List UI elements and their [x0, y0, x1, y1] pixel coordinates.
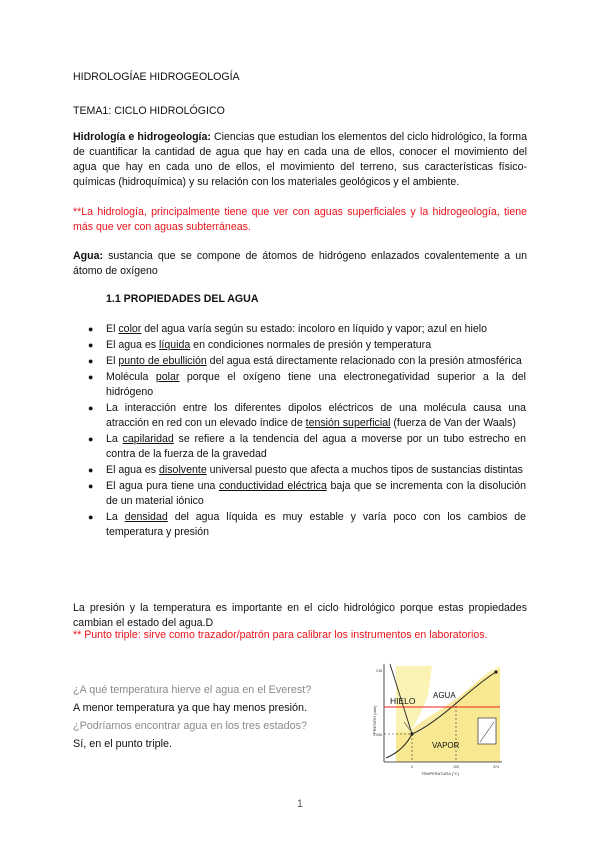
- list-item: ● La densidad del agua líquida es muy estable y varía poco con los cambios de temperatura y presión: [88, 510, 526, 540]
- list-item: ● La interacción entre los diferentes dipolos eléctricos de una molécula causa una atracción en red con un elevado índice de tensión superficial (fuerza de Van der Waals): [88, 401, 526, 431]
- x-tick-2: 100: [453, 765, 459, 769]
- page-number: 1: [297, 798, 303, 810]
- water-definition: sustancia que se compone de átomos de hidrógeno enlazados covalentemente a un átomo de oxígeno: [73, 250, 527, 277]
- pressure-paragraph: La presión y la temperatura es importante en el ciclo hidrológico porque estas propiedades cambian el estado del agua.D: [73, 602, 527, 629]
- list-item: ● La capilaridad se refiere a la tendencia del agua a moverse por un tubo estrecho en contra de la fuerza de la gravedad: [88, 432, 526, 462]
- x-axis-label: TEMPERATURA (°C): [421, 771, 459, 776]
- water-term: Agua:: [73, 250, 104, 262]
- triple-point-note: ** Punto triple: sirve como trazador/patrón para calibrar los instrumentos en laboratorios.: [73, 629, 488, 641]
- y-tick-2: 0.006: [373, 733, 382, 737]
- list-item: ● El agua es disolvente universal puesto que afecta a muchos tipos de sustancias distintas: [88, 463, 526, 478]
- section-heading: 1.1 PROPIEDADES DEL AGUA: [106, 293, 259, 305]
- intro-note: **La hidrología, principalmente tiene que ver con aguas superficiales y la hidrogeología, tiene más que ver con aguas subterráneas.: [73, 206, 527, 233]
- y-axis-label: PRESIÓN (atm): [372, 705, 377, 734]
- list-item: ● El color del agua varía según su estado: incoloro en líquido y vapor; azul en hielo: [88, 322, 526, 337]
- label-water: AGUA: [433, 691, 456, 700]
- y-tick-1: 218: [376, 669, 382, 673]
- x-tick-1: 0: [411, 765, 413, 769]
- list-item: ● Molécula polar porque el oxígeno tiene una electronegatividad superior a la del hidrógeno: [88, 370, 526, 400]
- list-item: ● El agua pura tiene una conductividad eléctrica baja que se incrementa con la disolución de un material iónico: [88, 479, 526, 509]
- unit-title: TEMA1: CICLO HIDROLÓGICO: [73, 105, 225, 117]
- triple-point-marker: [410, 732, 413, 735]
- course-title: HIDROLOGÍAE HIDROGEOLOGÍA: [73, 71, 240, 83]
- water-paragraph: [73, 249, 527, 279]
- question-2: ¿Podríamos encontrar agua en los tres estados?: [73, 720, 308, 732]
- critical-point-marker: [494, 670, 497, 673]
- inset-box: [478, 718, 496, 744]
- label-vapor: VAPOR: [432, 741, 460, 750]
- intro-definition: Ciencias que estudian los elementos del ciclo hidrológico, la forma de cuantificar la cantidad de agua que hay en cada una de ellos, conocer el movimiento del agua que hay en cada uno de ellos, el movimiento del terreno, sus características físico-químicas (hidroquímica) y su relación con los materiales geológicos y el ambiente.: [73, 131, 528, 188]
- question-1: ¿A qué temperatura hierve el agua en el Everest?: [73, 684, 312, 696]
- label-ice: HIELO: [390, 696, 416, 706]
- intro-term: Hidrología e hidrogeología:: [73, 131, 211, 143]
- answer-2: Sí, en el punto triple.: [73, 738, 173, 750]
- list-item: ● El agua es líquida en condiciones normales de presión y temperatura: [88, 338, 526, 353]
- x-tick-3: 374: [493, 765, 499, 769]
- answer-1: A menor temperatura ya que hay menos presión.: [73, 702, 308, 714]
- list-item: ● El punto de ebullición del agua está directamente relacionado con la presión atmosférica: [88, 354, 526, 369]
- properties-list: [88, 322, 526, 541]
- intro-paragraph: [73, 130, 527, 190]
- phase-diagram: [360, 662, 510, 778]
